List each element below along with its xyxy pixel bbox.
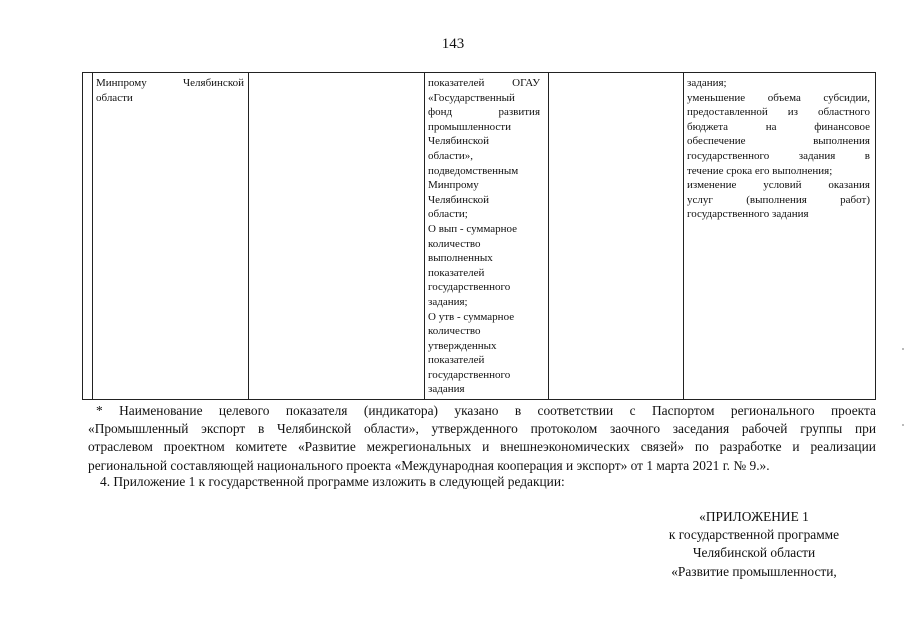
- cell-line: «Государственный: [428, 91, 515, 104]
- appendix-header-line: Челябинской области: [692, 545, 816, 561]
- cell-line: показателей ОГАУ: [428, 77, 540, 89]
- indicator-table: [82, 72, 876, 400]
- cell-line: государственного: [428, 281, 511, 294]
- cell-line: задания;: [687, 77, 727, 89]
- table-column-divider: [683, 73, 684, 399]
- cell-line: области: [96, 91, 133, 104]
- table-column-divider: [548, 73, 549, 399]
- cell-line: государственного задания в: [687, 149, 870, 162]
- cell-line: количество: [428, 325, 481, 338]
- page-number: 143: [441, 36, 465, 52]
- cell-line: услуг (выполнения работ): [687, 193, 870, 206]
- cell-line: количество: [428, 237, 481, 250]
- appendix-header-line: к государственной программе: [668, 527, 840, 543]
- appendix-header-line: «Развитие промышленности,: [671, 563, 837, 579]
- cell-line: фонд развития: [428, 106, 540, 119]
- footnote-line: региональной составляющей национального проекта «Международная кооперация и экспорт» от 1 марта 2021 г. № 9.».: [88, 457, 770, 473]
- scan-speck: [902, 348, 904, 350]
- footnote-line: отраслевом проектном комитете «Развитие межрегиональных и внешнеэкономических связей» по разработке и реализации: [88, 439, 876, 455]
- footnote-line: * Наименование целевого показателя (индикатора) указано в соответствии с Паспортом регионального проекта: [96, 403, 876, 418]
- cell-line: течение срока его выполнения;: [687, 164, 833, 177]
- cell-line: подведомственным: [428, 164, 519, 177]
- cell-line: уменьшение объема субсидии,: [687, 91, 870, 104]
- appendix-header-line: «ПРИЛОЖЕНИЕ 1: [699, 509, 809, 524]
- table-cell-responsible: [96, 76, 244, 105]
- appendix-header: [620, 508, 888, 581]
- cell-line: бюджета на финансовое: [687, 120, 870, 133]
- scan-speck: [902, 424, 904, 426]
- table-column-divider: [424, 73, 425, 399]
- cell-line: О утв - суммарное: [428, 310, 515, 323]
- cell-line: показателей: [428, 266, 485, 279]
- cell-line: задания: [428, 383, 465, 396]
- cell-line: Минпрому: [428, 179, 479, 192]
- table-column-divider: [248, 73, 249, 399]
- cell-line: государственного: [428, 368, 511, 381]
- cell-line: области»,: [428, 149, 474, 162]
- cell-line: О вып - суммарное: [428, 222, 518, 235]
- footnote: [88, 402, 876, 475]
- cell-line: задания;: [428, 295, 468, 308]
- cell-line: государственного задания: [687, 208, 809, 221]
- table-column-divider: [92, 73, 93, 399]
- cell-line: Челябинской: [428, 135, 490, 148]
- cell-line: показателей: [428, 354, 485, 367]
- cell-line: Челябинской: [428, 193, 490, 206]
- cell-line: выполненных: [428, 252, 493, 265]
- cell-line: Минпрому Челябинской: [96, 77, 244, 89]
- table-cell-risk-measures: [687, 76, 870, 222]
- paragraph-4: 4. Приложение 1 к государственной программе изложить в следующей редакции:: [100, 474, 565, 489]
- cell-line: предоставленной из областного: [687, 106, 870, 119]
- table-cell-formula-description: [428, 76, 540, 397]
- footnote-line: «Промышленный экспорт в Челябинской области», утвержденного протоколом заочного заседания рабочей группы при: [88, 421, 876, 437]
- cell-line: утвержденных: [428, 339, 497, 352]
- cell-line: обеспечение выполнения: [687, 135, 870, 148]
- cell-line: области;: [428, 208, 468, 221]
- cell-line: промышленности: [428, 120, 511, 133]
- cell-line: изменение условий оказания: [687, 179, 870, 192]
